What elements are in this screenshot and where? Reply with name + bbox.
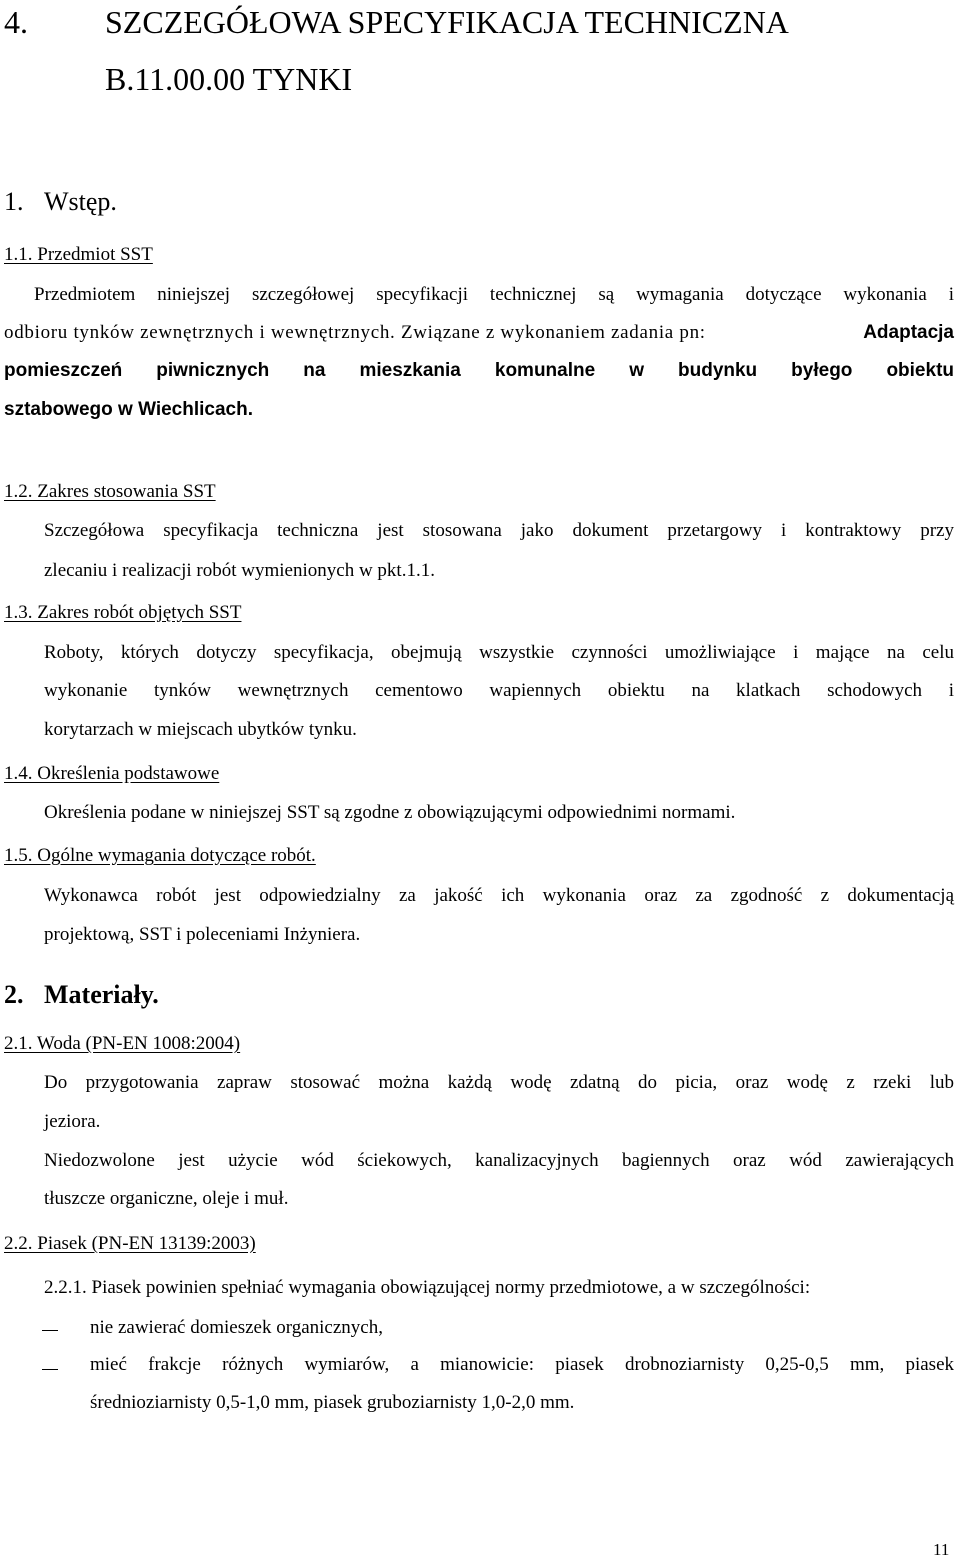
section-2-number: 2. — [4, 980, 24, 1009]
paragraph-1-5-line2: projektową, SST i poleceniami Inżyniera. — [44, 924, 361, 945]
section-2-title: Materiały. — [44, 980, 159, 1009]
section-1-title: Wstęp. — [44, 187, 117, 216]
chapter-number: 4. — [4, 4, 28, 40]
paragraph-1-1-line2-bold: Adaptacja — [863, 322, 954, 343]
subsection-2-1-title: 2.1. Woda (PN-EN 1008:2004) — [4, 1033, 241, 1054]
subsection-2-2-title: 2.2. Piasek (PN-EN 13139:2003) — [4, 1233, 256, 1254]
bullet-dash-icon — [42, 1369, 58, 1370]
paragraph-1-4-line1: Określenia podane w niniejszej SST są zgodne z obowiązującymi odpowiednimi normami. — [44, 802, 736, 823]
paragraph-2-2-1: 2.2.1. Piasek powinien spełniać wymagania obowiązującej normy przedmiotowe, a w szczególności: — [44, 1277, 811, 1298]
paragraph-1-1-line2 — [4, 322, 954, 344]
paragraph-1-3-line1: Roboty, których dotyczy specyfikacja, obejmują wszystkie czynności umożliwiające i mające na celu — [44, 642, 954, 663]
bullet-2-line2: średnioziarnisty 0,5-1,0 mm, piasek gruboziarnisty 1,0-2,0 mm. — [90, 1392, 575, 1413]
page-number: 11 — [933, 1540, 950, 1559]
paragraph-2-1-line3: Niedozwolone jest użycie wód ściekowych, kanalizacyjnych bagiennych oraz wód zawierających — [44, 1150, 954, 1171]
subsection-1-4-title: 1.4. Określenia podstawowe — [4, 763, 220, 784]
paragraph-1-1-line3: pomieszczeń piwnicznych na mieszkania komunalne w budynku byłego obiektu — [4, 360, 954, 381]
subsection-1-3-title: 1.3. Zakres robót objętych SST — [4, 602, 242, 623]
paragraph-2-1-line2: jeziora. — [44, 1111, 101, 1132]
subsection-1-5-title: 1.5. Ogólne wymagania dotyczące robót. — [4, 845, 316, 866]
paragraph-1-1-line4: sztabowego w Wiechlicach. — [4, 399, 253, 420]
paragraph-1-2-line2: zlecaniu i realizacji robót wymienionych w pkt.1.1. — [44, 560, 435, 581]
chapter-code: B.11.00.00 TYNKI — [105, 61, 353, 97]
bullet-2-line1: mieć frakcje różnych wymiarów, a mianowicie: piasek drobnoziarnisty 0,25-0,5 mm, piasek — [90, 1354, 954, 1375]
section-1-number: 1. — [4, 187, 24, 216]
paragraph-1-3-line2: wykonanie tynków wewnętrznych cementowo wapiennych obiektu na klatkach schodowych i — [44, 680, 954, 701]
bullet-dash-icon — [42, 1330, 58, 1331]
paragraph-2-1-line4: tłuszcze organiczne, oleje i muł. — [44, 1188, 289, 1209]
paragraph-1-1-line1: Przedmiotem niniejszej szczegółowej specyfikacji technicznej są wymagania dotyczące wykonania i — [34, 284, 954, 305]
paragraph-2-1-line1: Do przygotowania zapraw stosować można każdą wodę zdatną do picia, oraz wodę z rzeki lub — [44, 1072, 954, 1093]
subsection-1-1-title: 1.1. Przedmiot SST — [4, 244, 153, 265]
paragraph-1-2-line1: Szczegółowa specyfikacja techniczna jest stosowana jako dokument przetargowy i kontraktowy przy — [44, 520, 954, 541]
paragraph-1-3-line3: korytarzach w miejscach ubytków tynku. — [44, 719, 357, 740]
paragraph-1-1-line2-text: odbioru tynków zewnętrznych i wewnętrznych. Związane z wykonaniem zadania pn: — [4, 322, 706, 343]
bullet-1-text: nie zawierać domieszek organicznych, — [90, 1317, 383, 1338]
paragraph-1-5-line1: Wykonawca robót jest odpowiedzialny za jakość ich wykonania oraz za zgodność z dokumentacją — [44, 885, 954, 906]
chapter-title: SZCZEGÓŁOWA SPECYFIKACJA TECHNICZNA — [105, 4, 789, 40]
subsection-1-2-title: 1.2. Zakres stosowania SST — [4, 481, 216, 502]
